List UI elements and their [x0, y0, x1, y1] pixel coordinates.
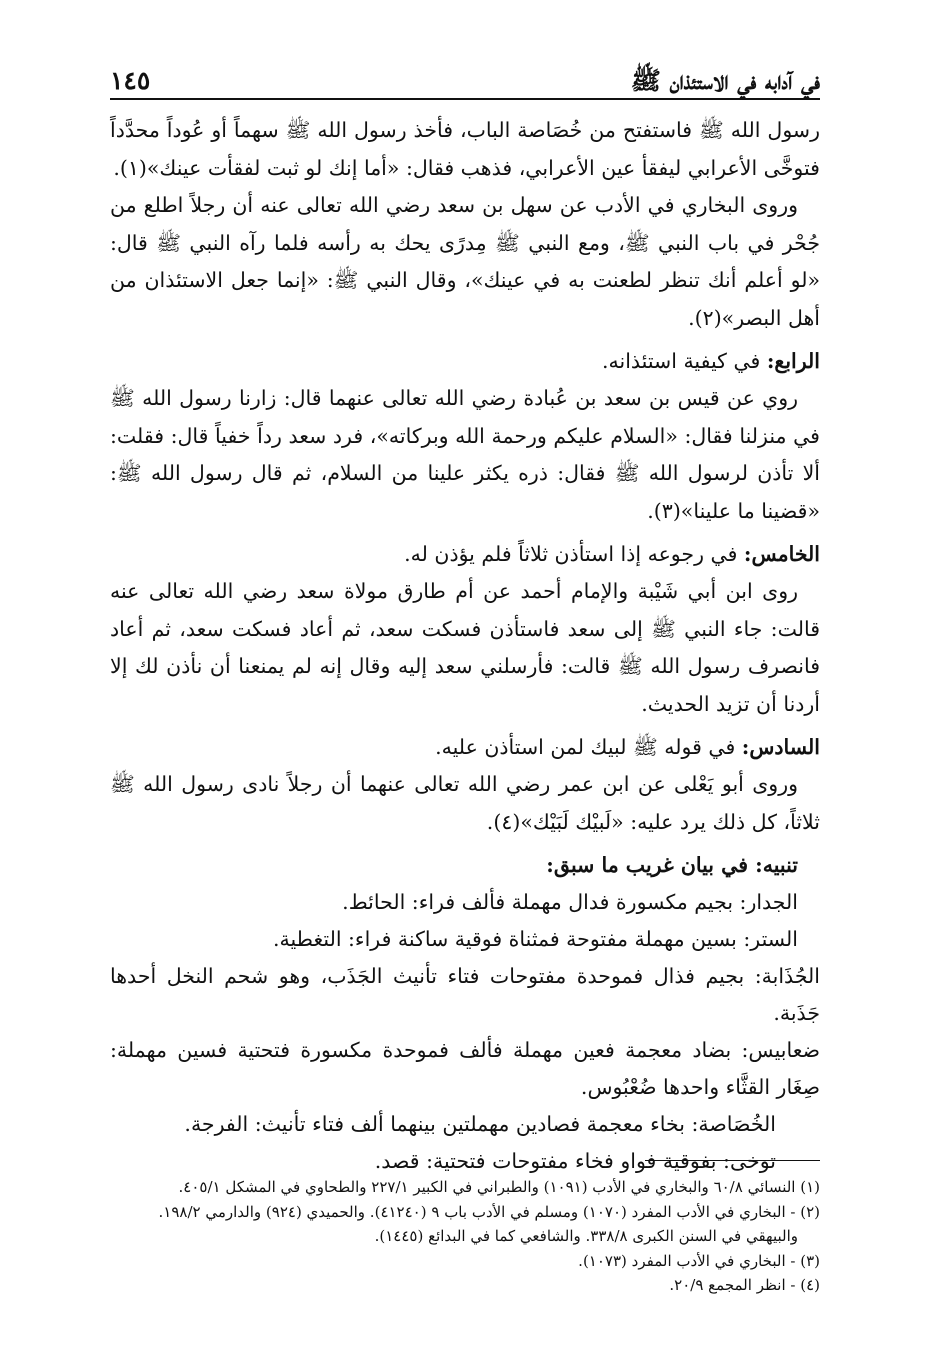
section-title-6: في قوله ﷺ لبيك لمن استأذن عليه. [435, 735, 742, 759]
main-text [110, 112, 820, 1180]
paragraph-2: وروى البخاري في الأدب عن سهل بن سعد رضي الله تعالى عنه أن رجلاً اطلع من جُحْر في باب النبي ﷺ، ومع النبي ﷺ مِدرًى يحك به رأسه فلما رآه النبي ﷺ قال: «لو أعلم أنك تنظر لطعنت به في عينك»، وقال النبي ﷺ: «إنما جعل الاستئذان من أهل البصر»(٢). [110, 193, 820, 330]
footnote-2-continued: والبيهقي في السنن الكبرى ٣٣٨/٨. والشافعي كما في البدائع (١٤٤٥). [374, 1227, 798, 1245]
header-rule [110, 98, 820, 100]
footnote-2: (٢) - البخاري في الأدب المفرد (١٠٧٠) ومسلم في الأدب باب ٩ (٤١٢٤٠). والحميدي (٩٢٤) والدارمي ١٩٨/٢. [158, 1202, 820, 1221]
page-header [110, 60, 820, 96]
paragraph-4: روى ابن أبي شَيْبة والإمام أحمد عن أم طارق مولاة سعد رضي الله تعالى عنه قالت: جاء النبي ﷺ إلى سعد فاستأذن فسكت سعد، ثم أعاد فسكت سعد، ثم أعاد فانصرف رسول الله ﷺ قالت: فأرسلني سعد إليه وقال إنه لم يمنعنا أن نأذن لك إلا أردنا أن تزيد الحديث. [110, 579, 820, 716]
running-title: في آدابه في الاستئذان ﷺ [630, 66, 820, 95]
glossary-entry-3: الجُذَابة: بجيم فذال فموحدة مفتوحات فتاء تأنيث الجَذَب، وهو شحم النخل أحدها جَذَبة. [110, 964, 820, 1025]
glossary-entry-5: الخُصَاصة: بخاء معجمة فصادين مهملتين بينهما ألف فتاء تأنيث: الفرجة. [184, 1112, 776, 1136]
section-heading-6 [110, 729, 820, 766]
section-heading-4 [110, 343, 820, 380]
footnote-3: (٣) - البخاري في الأدب المفرد (١٠٧٣). [578, 1251, 820, 1270]
glossary-entry-4: ضعابيس: بضاد معجمة فعين مهملة فألف فموحدة مكسورة فتحتية فسين مهملة: صِغَار القثَّاء واحدها ضُعْبُوس. [110, 1038, 820, 1099]
section-label-5: الخامس: [743, 542, 820, 566]
paragraph-1: رسول الله ﷺ فاستفتح من خُصَاصة الباب، فأخذ رسول الله ﷺ سهماً أو عُوداً محدَّداً فتوخَّى الأعرابي ليفقأ عين الأعرابي، فذهب فقال: «أما إنك لو ثبت لفقأت عينك»(١). [110, 118, 820, 180]
paragraph-5: وروى أبو يَعْلى عن ابن عمر رضي الله تعالى عنهما أن رجلاً نادى رسول الله ﷺ ثلاثاً، كل ذلك يرد عليه: «لَبيْك لَبَيْك»(٤). [110, 772, 820, 834]
footnotes [110, 1175, 820, 1298]
footnote-1: (١) النسائي ٦٠/٨ والبخاري في الأدب (١٠٩١) والطبراني في الكبير ٢٢٧/١ والطحاوي في المشكل ٤٠٥/١. [178, 1178, 820, 1196]
section-heading-5 [110, 536, 820, 573]
section-label-6: السادس: [741, 735, 820, 759]
glossary-entry-1: الجدار: بجيم مكسورة فدال مهملة فألف فراء: الحائط. [342, 890, 798, 914]
glossary-entry-6: توخى: بفوقية فواو فخاء مفتوحات فتحتية: قصد. [374, 1149, 776, 1173]
section-title-4: في كيفية استئذانه. [602, 349, 767, 373]
section-label-4: الرابع: [766, 349, 820, 373]
section-title-5: في رجوعه إذا استأذن ثلاثاً فلم يؤذن له. [404, 542, 744, 566]
glossary-entry-2: الستر: بسين مهملة مفتوحة فمثناة فوقية ساكنة فراء: التغطية. [272, 927, 798, 951]
paragraph-3: روي عن قيس بن سعد بن عُبادة رضي الله تعالى عنهما قال: زارنا رسول الله ﷺ في منزلنا فقال: «السلام عليكم ورحمة الله وبركاته»، فرد سعد رداً خفياً قال: فقلت: ألا تأذن لرسول الله ﷺ فقال: ذره يكثر علينا من السلام، ثم قال رسول الله ﷺ: «قضينا ما علينا»(٣). [110, 386, 820, 523]
glossary-heading: تنبيه: في بيان غريب ما سبق: [546, 853, 798, 877]
footnote-rule [645, 1160, 820, 1161]
page-number: ١٤٥ [110, 66, 151, 95]
footnote-4: (٤) - انظر المجمع ٢٠/٩. [669, 1276, 820, 1294]
